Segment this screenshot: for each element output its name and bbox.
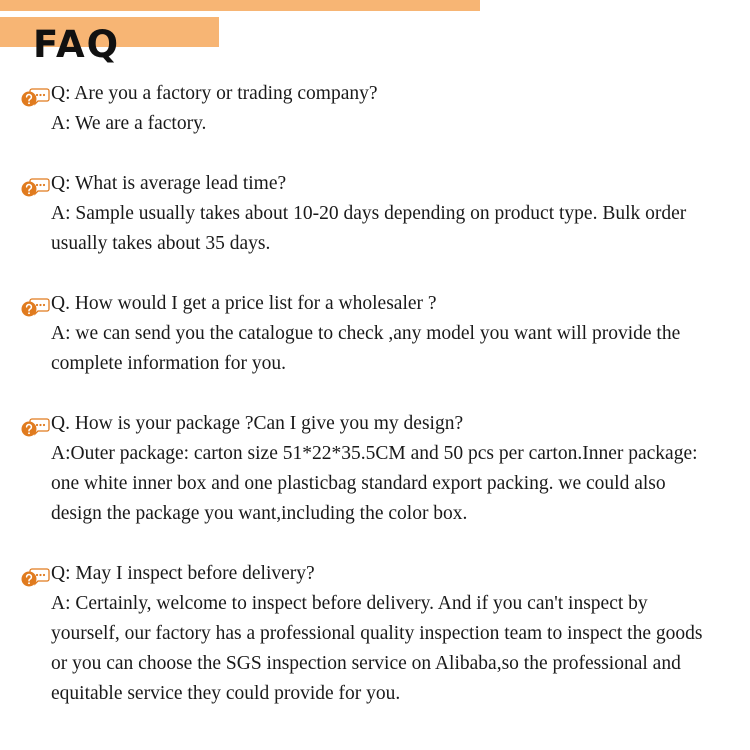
faq-answer: A:Outer package: carton size 51*22*35.5CM and 50 pcs per carton.Inner package: one white inner box and one plasticbag standard export packing. we could also design the package you want,including the color box.	[51, 443, 698, 524]
faq-item	[0, 79, 750, 139]
faq-question: Q. How would I get a price list for a wholesaler ?	[51, 293, 437, 314]
faq-answer: A: Sample usually takes about 10-20 days depending on product type. Bulk order usually takes about 35 days.	[51, 203, 687, 254]
faq-item	[0, 169, 750, 259]
question-speech-bubble-icon	[20, 86, 50, 108]
top-accent-bar	[0, 0, 480, 11]
faq-question: Q: What is average lead time?	[51, 173, 287, 194]
faq-item	[0, 409, 750, 529]
question-speech-bubble-icon	[20, 296, 50, 318]
faq-answer: A: Certainly, welcome to inspect before delivery. And if you can't inspect by yourself, our factory has a professional quality inspection team to inspect the goods or you can choose the SGS inspection service on Alibaba,so the professional and equitable service they could provide for you.	[51, 593, 703, 704]
faq-list	[0, 79, 750, 739]
faq-item	[0, 289, 750, 379]
page-title: FAQ	[33, 23, 121, 66]
faq-item	[0, 559, 750, 709]
question-speech-bubble-icon	[20, 176, 50, 198]
faq-question: Q: Are you a factory or trading company?	[51, 83, 378, 104]
faq-question: Q. How is your package ?Can I give you my design?	[51, 413, 464, 434]
question-speech-bubble-icon	[20, 566, 50, 588]
question-speech-bubble-icon	[20, 416, 50, 438]
faq-answer: A: we can send you the catalogue to check ,any model you want will provide the complete information for you.	[51, 323, 681, 374]
faq-answer: A: We are a factory.	[51, 113, 207, 134]
faq-question: Q: May I inspect before delivery?	[51, 563, 315, 584]
